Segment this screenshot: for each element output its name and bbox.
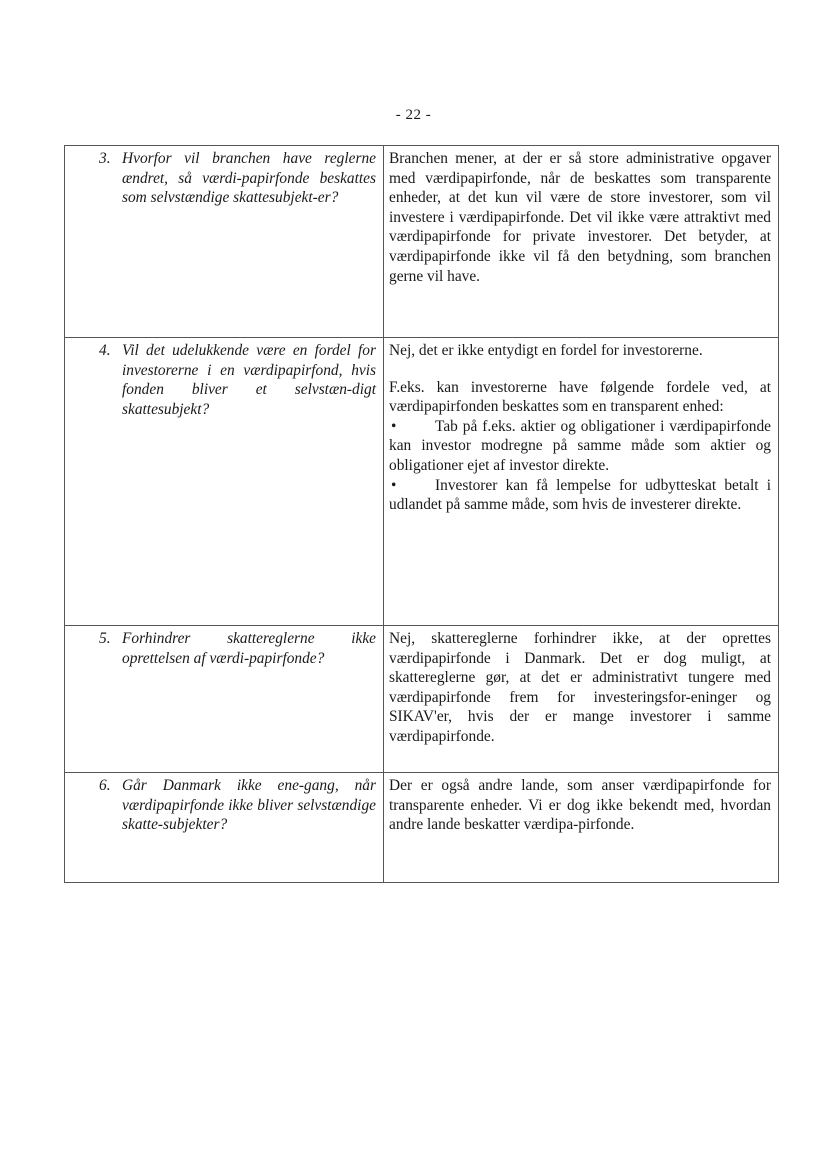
answer-cell xyxy=(384,626,779,773)
answer-paragraph: Nej, skattereglerne forhindrer ikke, at der oprettes værdipapirfonde i Danmark. Det er dog muligt, at skattereglerne gør, at det er administrativt tungere med værdipapirfonde frem for investeringsfor-eninger og SIKAV'er, hvis der er mange investorer i samme værdipapirfonde. xyxy=(389,630,771,745)
question-cell xyxy=(65,626,384,773)
bullet-icon: • xyxy=(391,417,397,435)
question-cell xyxy=(65,146,384,338)
bullet-icon: • xyxy=(391,476,397,494)
answer-paragraph: Der er også andre lande, som anser værdipapirfonde for transparente enheder. Vi er dog ikke bekendt med, hvordan andre lande beskatter værdipa-pirfonde. xyxy=(389,777,771,834)
question-number: 5. xyxy=(99,630,111,647)
bullet-item xyxy=(389,417,771,476)
question-cell xyxy=(65,338,384,626)
qa-table xyxy=(64,145,779,883)
question-text: Hvorfor vil branchen have reglerne ændret, så værdi-papirfonde beskattes som selvstændige skattesubjekt-er? xyxy=(122,150,376,207)
question-text: Går Danmark ikke ene-gang, når værdipapirfonde ikke bliver selvstændige skatte-subjekter? xyxy=(122,777,376,834)
answer-paragraph: Nej, det er ikke entydigt en fordel for investorerne. xyxy=(389,342,703,359)
page-number: - 22 - xyxy=(395,107,432,123)
table-row xyxy=(65,773,779,883)
question-number: 6. xyxy=(99,777,111,794)
bullet-text: Tab på f.eks. aktier og obligationer i værdipapirfonde kan investor modregne på samme måde som aktier og obligationer ejet af investor direkte. xyxy=(389,417,771,474)
table-row xyxy=(65,146,779,338)
question-text: Vil det udelukkende være en fordel for investorerne i en værdipapirfond, hvis fonden bliver et selvstæn-digt skattesubjekt? xyxy=(122,342,376,418)
answer-cell xyxy=(384,773,779,883)
question-cell xyxy=(65,773,384,883)
question-text: Forhindrer skattereglerne ikke oprettelsen af værdi-papirfonde? xyxy=(122,630,376,667)
question-number: 4. xyxy=(99,342,111,359)
answer-paragraph: F.eks. kan investorerne have følgende fordele ved, at værdipapirfonden beskattes som en transparent enhed: xyxy=(389,378,771,416)
answer-cell xyxy=(384,338,779,626)
table-row xyxy=(65,338,779,626)
bullet-text: Investorer kan få lempelse for udbytteskat betalt i udlandet på samme måde, som hvis de investerer direkte. xyxy=(389,476,771,514)
table-row xyxy=(65,626,779,773)
bullet-item xyxy=(389,476,771,515)
question-number: 3. xyxy=(99,150,111,167)
answer-cell xyxy=(384,146,779,338)
answer-paragraph: Branchen mener, at der er så store administrative opgaver med værdipapirfonde, når de beskattes som transparente enheder, at det kun vil være de store investorer, som vil investere i værdipapirfonde. Det vil ikke være attraktivt med værdipapirfonde for private investorer. Det betyder, at værdipapirfonde ikke vil få den betydning, som branchen gerne vil have. xyxy=(389,150,771,285)
